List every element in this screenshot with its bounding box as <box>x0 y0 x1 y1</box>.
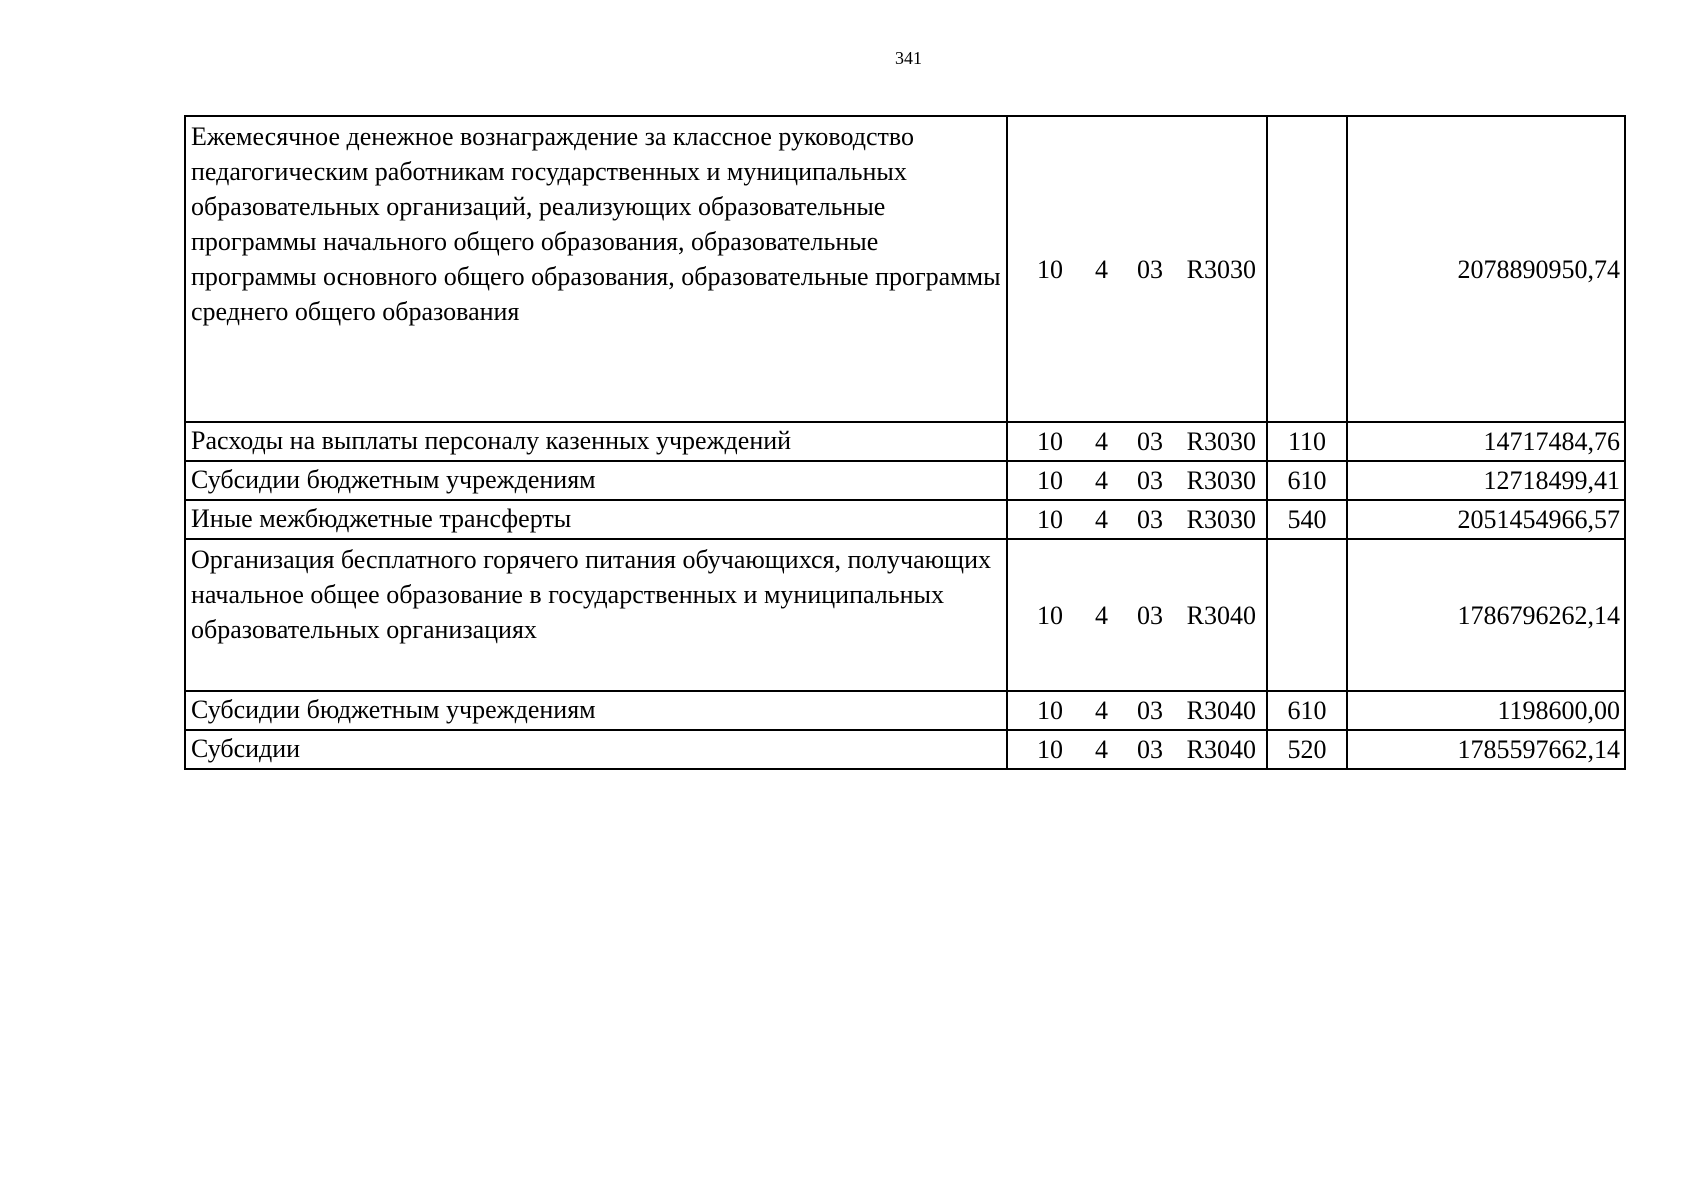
row-target: R3040 <box>1186 696 1256 725</box>
row-name-cell <box>185 461 1007 500</box>
row-codes-cell <box>1007 422 1267 461</box>
row-codes-cell <box>1007 539 1267 691</box>
row-subsection: 4 <box>1095 600 1108 630</box>
row-section: 10 <box>1037 505 1063 534</box>
row-amount: 1786796262,14 <box>1347 539 1625 691</box>
row-name-cell <box>185 539 1007 691</box>
row-program: 03 <box>1137 505 1163 534</box>
row-subsection: 4 <box>1095 735 1108 764</box>
row-section: 10 <box>1037 735 1063 764</box>
row-subsection: 4 <box>1095 427 1108 456</box>
row-name-cell <box>185 422 1007 461</box>
row-codes-cell <box>1007 691 1267 730</box>
row-target: R3030 <box>1186 427 1256 456</box>
table-row <box>185 539 1625 691</box>
row-name: Организация бесплатного горячего питания обучающихся, получающих начальное общее образование в государственных и муниципальных образовательных организациях <box>191 545 991 644</box>
row-expense-type <box>1267 116 1347 422</box>
row-amount: 2051454966,57 <box>1347 500 1625 539</box>
row-name-cell <box>185 116 1007 422</box>
row-program: 03 <box>1137 254 1163 284</box>
row-expense-type <box>1267 539 1347 691</box>
table-row <box>185 730 1625 769</box>
table-row <box>185 500 1625 539</box>
row-name-cell <box>185 500 1007 539</box>
row-amount: 12718499,41 <box>1347 461 1625 500</box>
row-target: R3030 <box>1186 466 1256 495</box>
row-amount: 14717484,76 <box>1347 422 1625 461</box>
row-target: R3030 <box>1186 505 1256 534</box>
row-name-cell <box>185 691 1007 730</box>
row-name: Субсидии <box>191 734 301 763</box>
row-expense-type: 610 <box>1267 461 1347 500</box>
row-amount: 2078890950,74 <box>1347 116 1625 422</box>
row-expense-type: 540 <box>1267 500 1347 539</box>
row-program: 03 <box>1137 427 1163 456</box>
row-section: 10 <box>1037 254 1063 284</box>
row-target: R3040 <box>1186 735 1256 764</box>
row-subsection: 4 <box>1095 254 1108 284</box>
row-amount: 1198600,00 <box>1347 691 1625 730</box>
row-codes-cell <box>1007 116 1267 422</box>
row-program: 03 <box>1137 735 1163 764</box>
page-number: 341 <box>895 48 922 68</box>
row-subsection: 4 <box>1095 696 1108 725</box>
row-codes-cell <box>1007 730 1267 769</box>
row-program: 03 <box>1137 466 1163 495</box>
row-name: Субсидии бюджетным учреждениям <box>191 465 596 494</box>
table-row <box>185 691 1625 730</box>
budget-table <box>184 115 1626 770</box>
row-section: 10 <box>1037 427 1063 456</box>
row-expense-type: 610 <box>1267 691 1347 730</box>
row-codes-cell <box>1007 461 1267 500</box>
row-name: Ежемесячное денежное вознаграждение за классное руководство педагогическим работникам государственных и муниципальных образовательных организаций, реализующих образовательные программы начального общего образования, образовательные программы основного общего образования, образовательные программы среднего общего образования <box>191 122 1001 326</box>
row-target: R3030 <box>1186 254 1256 284</box>
row-name: Иные межбюджетные трансферты <box>191 504 572 533</box>
row-program: 03 <box>1137 696 1163 725</box>
row-name: Субсидии бюджетным учреждениям <box>191 695 596 724</box>
row-subsection: 4 <box>1095 505 1108 534</box>
row-name-cell <box>185 730 1007 769</box>
row-section: 10 <box>1037 466 1063 495</box>
row-codes-cell <box>1007 500 1267 539</box>
row-subsection: 4 <box>1095 466 1108 495</box>
row-target: R3040 <box>1186 600 1256 630</box>
row-expense-type: 520 <box>1267 730 1347 769</box>
row-name: Расходы на выплаты персоналу казенных учреждений <box>191 426 792 455</box>
row-expense-type: 110 <box>1267 422 1347 461</box>
row-section: 10 <box>1037 600 1063 630</box>
table-row <box>185 461 1625 500</box>
table-row <box>185 422 1625 461</box>
row-amount: 1785597662,14 <box>1347 730 1625 769</box>
table-row <box>185 116 1625 422</box>
row-program: 03 <box>1137 600 1163 630</box>
row-section: 10 <box>1037 696 1063 725</box>
